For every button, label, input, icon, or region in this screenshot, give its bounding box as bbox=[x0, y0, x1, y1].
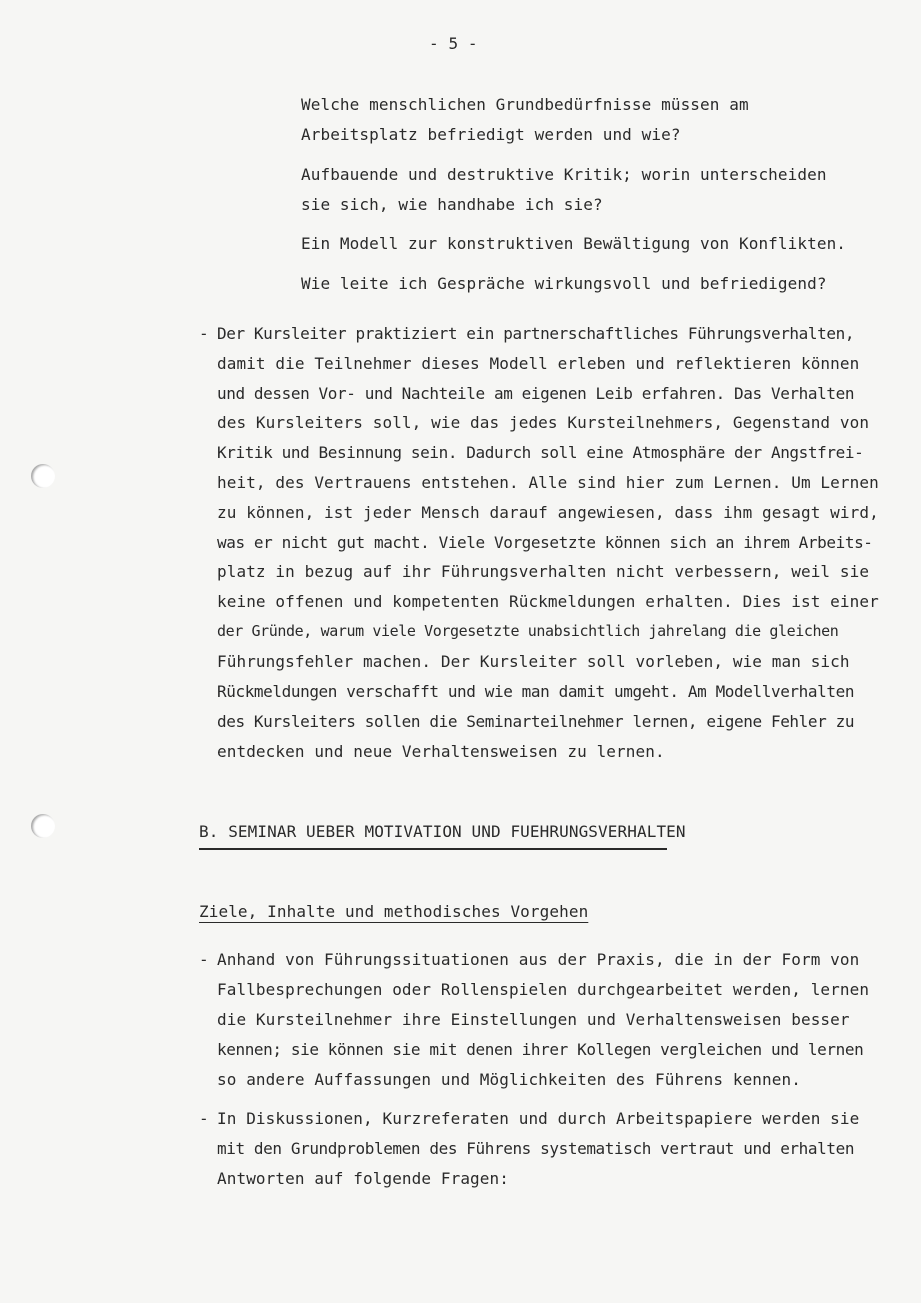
paragraph-line: kennen; sie können sie mit denen ihrer Kollegen vergleichen und lernen bbox=[217, 1040, 864, 1059]
punch-hole bbox=[31, 464, 55, 488]
question-line: Arbeitsplatz befriedigt werden und wie? bbox=[301, 125, 681, 144]
paragraph-line: damit die Teilnehmer dieses Modell erleben und reflektieren können bbox=[217, 354, 860, 373]
paragraph-line: Kritik und Besinnung sein. Dadurch soll eine Atmosphäre der Angstfrei- bbox=[217, 443, 864, 462]
paragraph-line: der Gründe, warum viele Vorgesetzte unabsichtlich jahrelang die gleichen bbox=[217, 622, 839, 640]
paragraph-line: zu können, ist jeder Mensch darauf angewiesen, dass ihm gesagt wird, bbox=[217, 503, 879, 522]
paragraph-line: Führungsfehler machen. Der Kursleiter soll vorleben, wie man sich bbox=[217, 652, 850, 671]
paragraph-line: die Kursteilnehmer ihre Einstellungen und Verhaltensweisen besser bbox=[217, 1010, 850, 1029]
page-number: - 5 - bbox=[429, 34, 478, 53]
section-heading: B. SEMINAR UEBER MOTIVATION UND FUEHRUNGSVERHALTEN bbox=[199, 822, 686, 841]
paragraph-line: Rückmeldungen verschafft und wie man damit umgeht. Am Modellverhalten bbox=[217, 682, 855, 701]
subheading: Ziele, Inhalte und methodisches Vorgehen bbox=[199, 902, 589, 921]
question-line: Ein Modell zur konstruktiven Bewältigung von Konflikten. bbox=[301, 234, 847, 253]
paragraph-line: was er nicht gut macht. Viele Vorgesetzte können sich an ihrem Arbeits- bbox=[217, 533, 873, 552]
paragraph-line: keine offenen und kompetenten Rückmeldungen erhalten. Dies ist einer bbox=[217, 592, 879, 611]
paragraph-line: In Diskussionen, Kurzreferaten und durch Arbeitspapiere werden sie bbox=[217, 1109, 860, 1128]
question-line: Aufbauende und destruktive Kritik; worin unterscheiden bbox=[301, 165, 827, 184]
paragraph-line: und dessen Vor- und Nachteile am eigenen Leib erfahren. Das Verhalten bbox=[217, 384, 855, 403]
heading-underline bbox=[199, 848, 667, 850]
paragraph-line: des Kursleiters soll, wie das jedes Kursteilnehmers, Gegenstand von bbox=[217, 413, 870, 432]
question-line: Wie leite ich Gespräche wirkungsvoll und befriedigend? bbox=[301, 274, 827, 293]
paragraph-line: heit, des Vertrauens entstehen. Alle sind hier zum Lernen. Um Lernen bbox=[217, 473, 879, 492]
paragraph-line: Fallbesprechungen oder Rollenspielen durchgearbeitet werden, lernen bbox=[217, 980, 870, 999]
bullet-dash: - bbox=[199, 950, 209, 969]
question-line: sie sich, wie handhabe ich sie? bbox=[301, 195, 603, 214]
paragraph-line: entdecken und neue Verhaltensweisen zu lernen. bbox=[217, 742, 665, 761]
paragraph-line: platz in bezug auf ihr Führungsverhalten nicht verbessern, weil sie bbox=[217, 562, 870, 581]
paragraph-line: Der Kursleiter praktiziert ein partnerschaftliches Führungsverhalten, bbox=[217, 324, 855, 343]
paragraph-line: mit den Grundproblemen des Führens systematisch vertraut und erhalten bbox=[217, 1139, 855, 1158]
bullet-dash: - bbox=[199, 1109, 209, 1128]
punch-hole bbox=[31, 814, 55, 838]
paragraph-line: des Kursleiters sollen die Seminarteilnehmer lernen, eigene Fehler zu bbox=[217, 712, 855, 731]
bullet-dash: - bbox=[199, 324, 209, 343]
paragraph-line: Anhand von Führungssituationen aus der Praxis, die in der Form von bbox=[217, 950, 860, 969]
paragraph-line: so andere Auffassungen und Möglichkeiten des Führens kennen. bbox=[217, 1070, 801, 1089]
question-line: Welche menschlichen Grundbedürfnisse müssen am bbox=[301, 95, 749, 114]
paragraph-line: Antworten auf folgende Fragen: bbox=[217, 1169, 509, 1188]
